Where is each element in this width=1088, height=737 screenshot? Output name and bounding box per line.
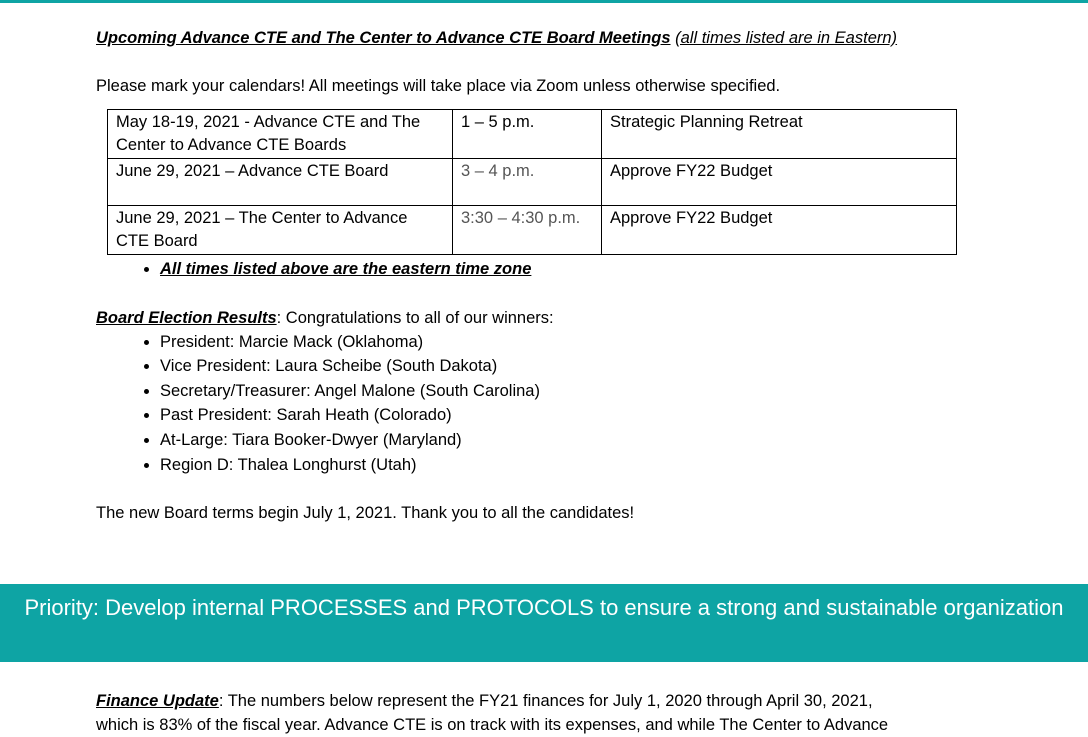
finance-section — [96, 689, 996, 737]
finance-label: Finance Update — [96, 692, 219, 710]
meeting-date: June 29, 2021 – The Center to Advance CTE Board — [108, 206, 453, 255]
table-row — [108, 159, 957, 206]
list-item: • President: Marcie Mack (Oklahoma) — [160, 330, 976, 355]
list-item: • At-Large: Tiara Booker-Dwyer (Maryland) — [160, 428, 976, 453]
meetings-heading-title: Upcoming Advance CTE and The Center to Advance CTE Board Meetings — [96, 29, 671, 47]
list-item: • Secretary/Treasurer: Angel Malone (South Carolina) — [160, 379, 976, 404]
table-row — [108, 206, 957, 255]
meeting-purpose: Approve FY22 Budget — [602, 206, 957, 255]
timezone-note: • All times listed above are the eastern time zone — [160, 257, 976, 282]
meetings-heading-note: (all times listed are in Eastern) — [675, 29, 898, 47]
meetings-intro: Please mark your calendars! All meetings will take place via Zoom unless otherwise specified. — [96, 77, 781, 95]
list-item: • Vice President: Laura Scheibe (South Dakota) — [160, 354, 976, 379]
meeting-time: 3:30 – 4:30 p.m. — [453, 206, 602, 255]
finance-line-1 — [96, 689, 996, 713]
priority-banner-text: Priority: Develop internal PROCESSES and PROTOCOLS to ensure a strong and sustainable organization — [24, 595, 1064, 620]
election-heading — [96, 306, 976, 330]
election-closing: The new Board terms begin July 1, 2021. Thank you to all the candidates! — [96, 504, 635, 523]
meetings-section — [96, 26, 976, 525]
finance-line-2: which is 83% of the fiscal year. Advance CTE is on track with its expenses, and while The Center to Advance — [96, 716, 889, 734]
priority-banner — [0, 584, 1088, 662]
meeting-purpose: Approve FY22 Budget — [602, 159, 957, 206]
table-row — [108, 110, 957, 159]
winners-list — [96, 330, 976, 478]
timezone-note-list — [96, 257, 976, 282]
top-accent-line — [0, 0, 1088, 3]
finance-text: : The numbers below represent the FY21 finances for July 1, 2020 through April 30, 2021, — [218, 692, 873, 710]
meetings-heading — [96, 26, 976, 50]
election-text: : Congratulations to all of our winners: — [276, 308, 554, 327]
list-item: • Region D: Thalea Longhurst (Utah) — [160, 453, 976, 478]
meeting-time: 1 – 5 p.m. — [453, 110, 602, 159]
meeting-date: May 18-19, 2021 - Advance CTE and The Center to Advance CTE Boards — [108, 110, 453, 159]
list-item: • Past President: Sarah Heath (Colorado) — [160, 403, 976, 428]
meeting-purpose: Strategic Planning Retreat — [602, 110, 957, 159]
meetings-table — [107, 109, 957, 255]
meeting-date: June 29, 2021 – Advance CTE Board — [108, 159, 453, 206]
election-label: Board Election Results — [96, 308, 277, 327]
meeting-time: 3 – 4 p.m. — [453, 159, 602, 206]
